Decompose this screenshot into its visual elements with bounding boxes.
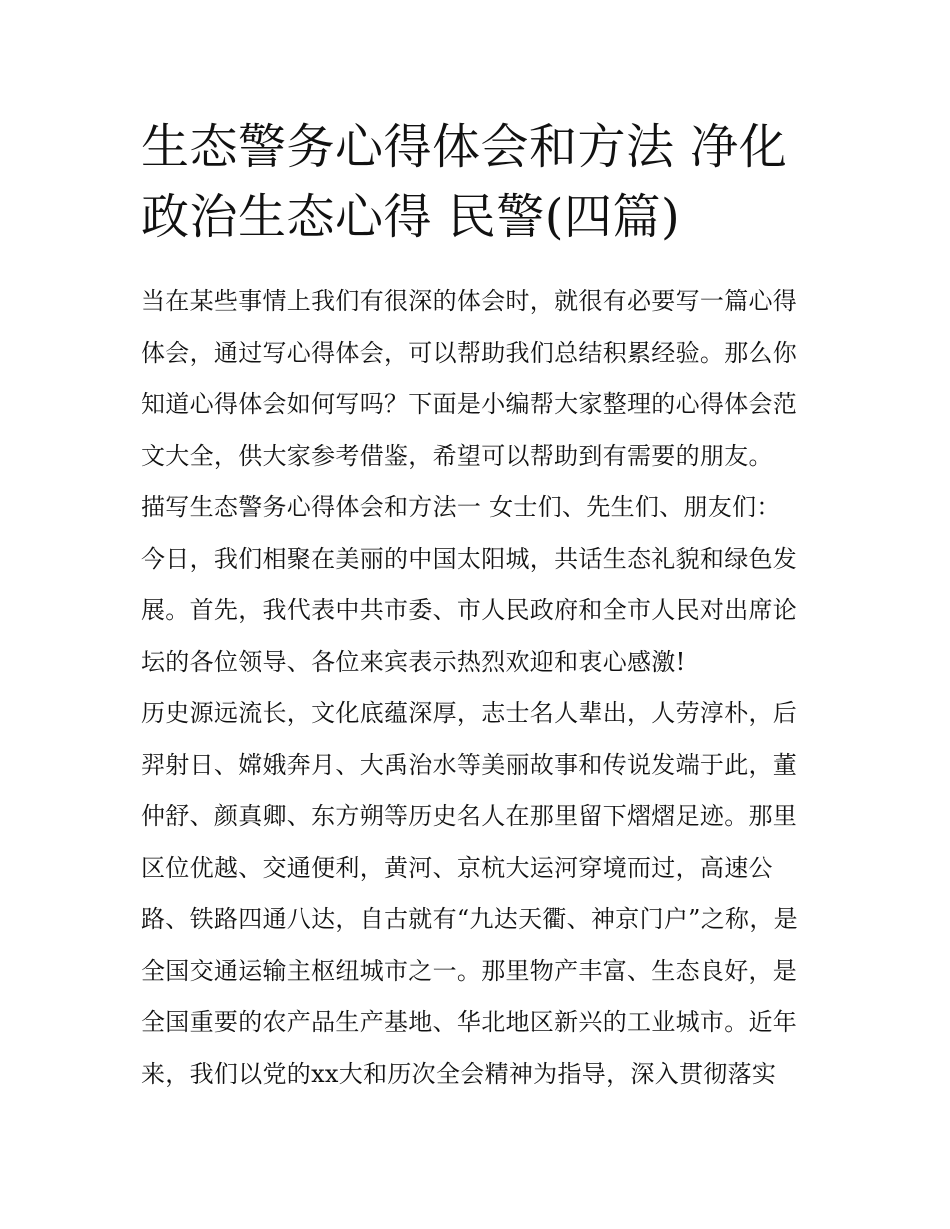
body-line: 当在某些事情上我们有很深的体会时，就很有必要写一篇心得 <box>141 287 798 315</box>
body-line: 路、铁路四通八达，自古就有“九达天衢、神京门户”之称，是 <box>141 905 798 933</box>
body-line: 体会，通过写心得体会，可以帮助我们总结积累经验。那么你 <box>141 338 798 367</box>
body-line: 全国交通运输主枢纽城市之一。那里物产丰富、生态良好，是 <box>141 956 798 985</box>
body-line: 坛的各位领导、各位来宾表示热烈欢迎和衷心感激! <box>141 647 686 676</box>
body-line: 历史源远流长，文化底蕴深厚，志士名人辈出，人劳淳朴，后 <box>141 699 798 727</box>
body-line: 全国重要的农产品生产基地、华北地区新兴的工业城市。近年 <box>141 1008 798 1036</box>
document-body <box>141 276 821 1100</box>
body-line: 知道心得体会如何写吗？下面是小编帮大家整理的心得体会范 <box>141 390 798 418</box>
body-line: 来，我们以党的xx大和历次全会精神为指导，深入贯彻落实 <box>141 1059 777 1088</box>
body-line: 文大全，供大家参考借鉴，希望可以帮助到有需要的朋友。 <box>141 441 773 470</box>
body-line: 今日，我们相聚在美丽的中国太阳城，共话生态礼貌和绿色发 <box>141 544 798 573</box>
body-line: 描写生态警务心得体会和方法一 女士们、先生们、朋友们： <box>141 493 781 521</box>
body-line: 羿射日、嫦娥奔月、大禹治水等美丽故事和传说发端于此，董 <box>141 750 798 779</box>
body-line: 展。首先，我代表中共市委、市人民政府和全市人民对出席论 <box>141 596 798 624</box>
body-line: 仲舒、颜真卿、东方朔等历史名人在那里留下熠熠足迹。那里 <box>141 802 798 830</box>
body-line: 区位优越、交通便利，黄河、京杭大运河穿境而过，高速公 <box>141 853 773 882</box>
document-title <box>141 112 821 252</box>
title-line: 政治生态心得 民警(四篇) <box>141 189 681 245</box>
title-line: 生态警务心得体会和方法 净化 <box>141 119 788 175</box>
